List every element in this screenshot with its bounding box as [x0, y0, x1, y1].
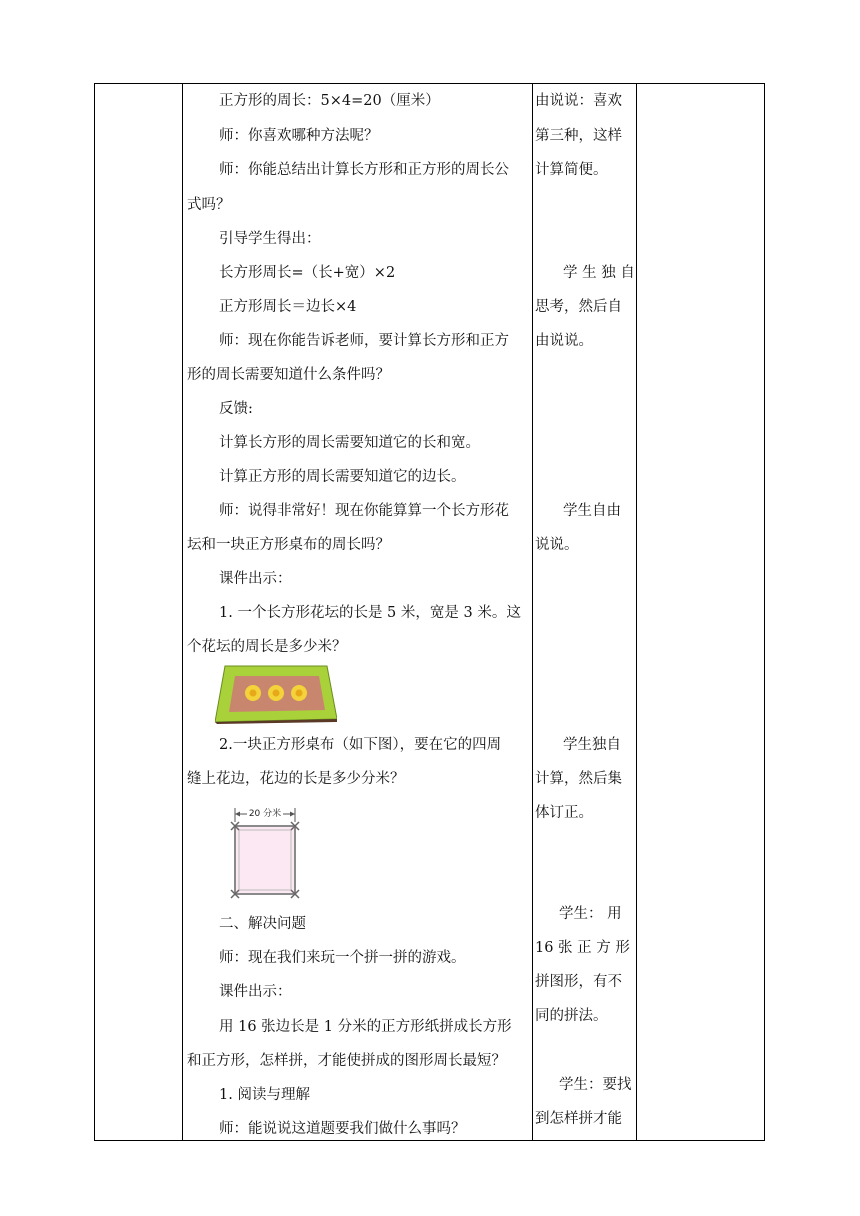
student-note: 学生：要找: [559, 1077, 632, 1093]
text-line: 1. 阅读与理解: [219, 1087, 310, 1103]
student-note: 拼图形，有不: [535, 974, 622, 990]
text-line: 计算长方形的周长需要知道它的长和宽。: [219, 435, 480, 451]
text-line: 师：说得非常好！现在你能算算一个长方形花: [219, 503, 509, 519]
text-line: 师：现在我们来玩一个拼一拼的游戏。: [219, 950, 466, 966]
student-note: 说说。: [535, 537, 579, 553]
dimension-label: 20 分米: [248, 809, 282, 819]
student-note: 学生独自: [563, 737, 621, 753]
text-line: 正方形的周长：5×4=20（厘米）: [219, 93, 440, 109]
student-note: 计算，然后集: [535, 771, 622, 787]
text-line: 计算正方形的周长需要知道它的边长。: [219, 469, 466, 485]
problem-1: 1. 一个长方形花坛的长是 5 米，宽是 3 米。这: [219, 605, 521, 621]
student-note: 由说说。: [535, 333, 593, 349]
text-line: 课件出示：: [219, 984, 292, 1000]
problem-2: 2.一块正方形桌布（如下图），要在它的四周: [219, 737, 502, 753]
text-line: 师：你喜欢哪种方法呢？: [219, 128, 379, 144]
column-divider: [532, 84, 533, 1140]
student-note: 16 张 正 方 形: [535, 940, 630, 956]
section-heading: 二、解决问题: [219, 916, 306, 932]
column-divider: [182, 84, 183, 1140]
student-note: 到怎样拼才能: [535, 1111, 622, 1127]
student-note: 由说说：喜欢: [535, 93, 622, 109]
text-line: 引导学生得出：: [219, 231, 321, 247]
text-line: 师：能说说这道题要我们做什么事吗？: [219, 1121, 466, 1137]
student-note: 学 生 独 自: [563, 265, 635, 281]
student-note: 计算简便。: [535, 162, 608, 178]
student-note: 体订正。: [535, 805, 593, 821]
student-note: 学生自由: [563, 503, 621, 519]
student-note: 同的拼法。: [535, 1008, 608, 1024]
text-line: 课件出示：: [219, 571, 292, 587]
text-line: 反馈:: [219, 401, 253, 417]
text-line: 用 16 张边长是 1 分米的正方形纸拼成长方形: [219, 1019, 512, 1035]
tablecloth-illustration: [229, 804, 301, 899]
text-line: 师：你能总结出计算长方形和正方形的周长公: [219, 162, 509, 178]
formula-square: 正方形周长＝边长×4: [219, 299, 357, 315]
text-line: 形的周长需要知道什么条件吗？: [187, 367, 390, 383]
student-note: 思考，然后自: [535, 299, 622, 315]
student-note: 学生： 用: [559, 906, 622, 922]
text-line: 坛和一块正方形桌布的周长吗？: [187, 537, 390, 553]
lesson-table: [94, 83, 765, 1141]
flower-bed-illustration: [215, 664, 337, 724]
student-note: 第三种，这样: [535, 128, 622, 144]
formula-rectangle: 长方形周长=（长+宽）×2: [219, 265, 396, 281]
text-line: 缝上花边，花边的长是多少分米？: [187, 771, 405, 787]
text-line: 个花坛的周长是多少米？: [187, 639, 347, 655]
text-line: 式吗？: [187, 197, 231, 213]
column-divider: [636, 84, 637, 1140]
text-line: 和正方形，怎样拼，才能使拼成的图形周长最短？: [187, 1053, 506, 1069]
text-line: 师：现在你能告诉老师，要计算长方形和正方: [219, 333, 509, 349]
